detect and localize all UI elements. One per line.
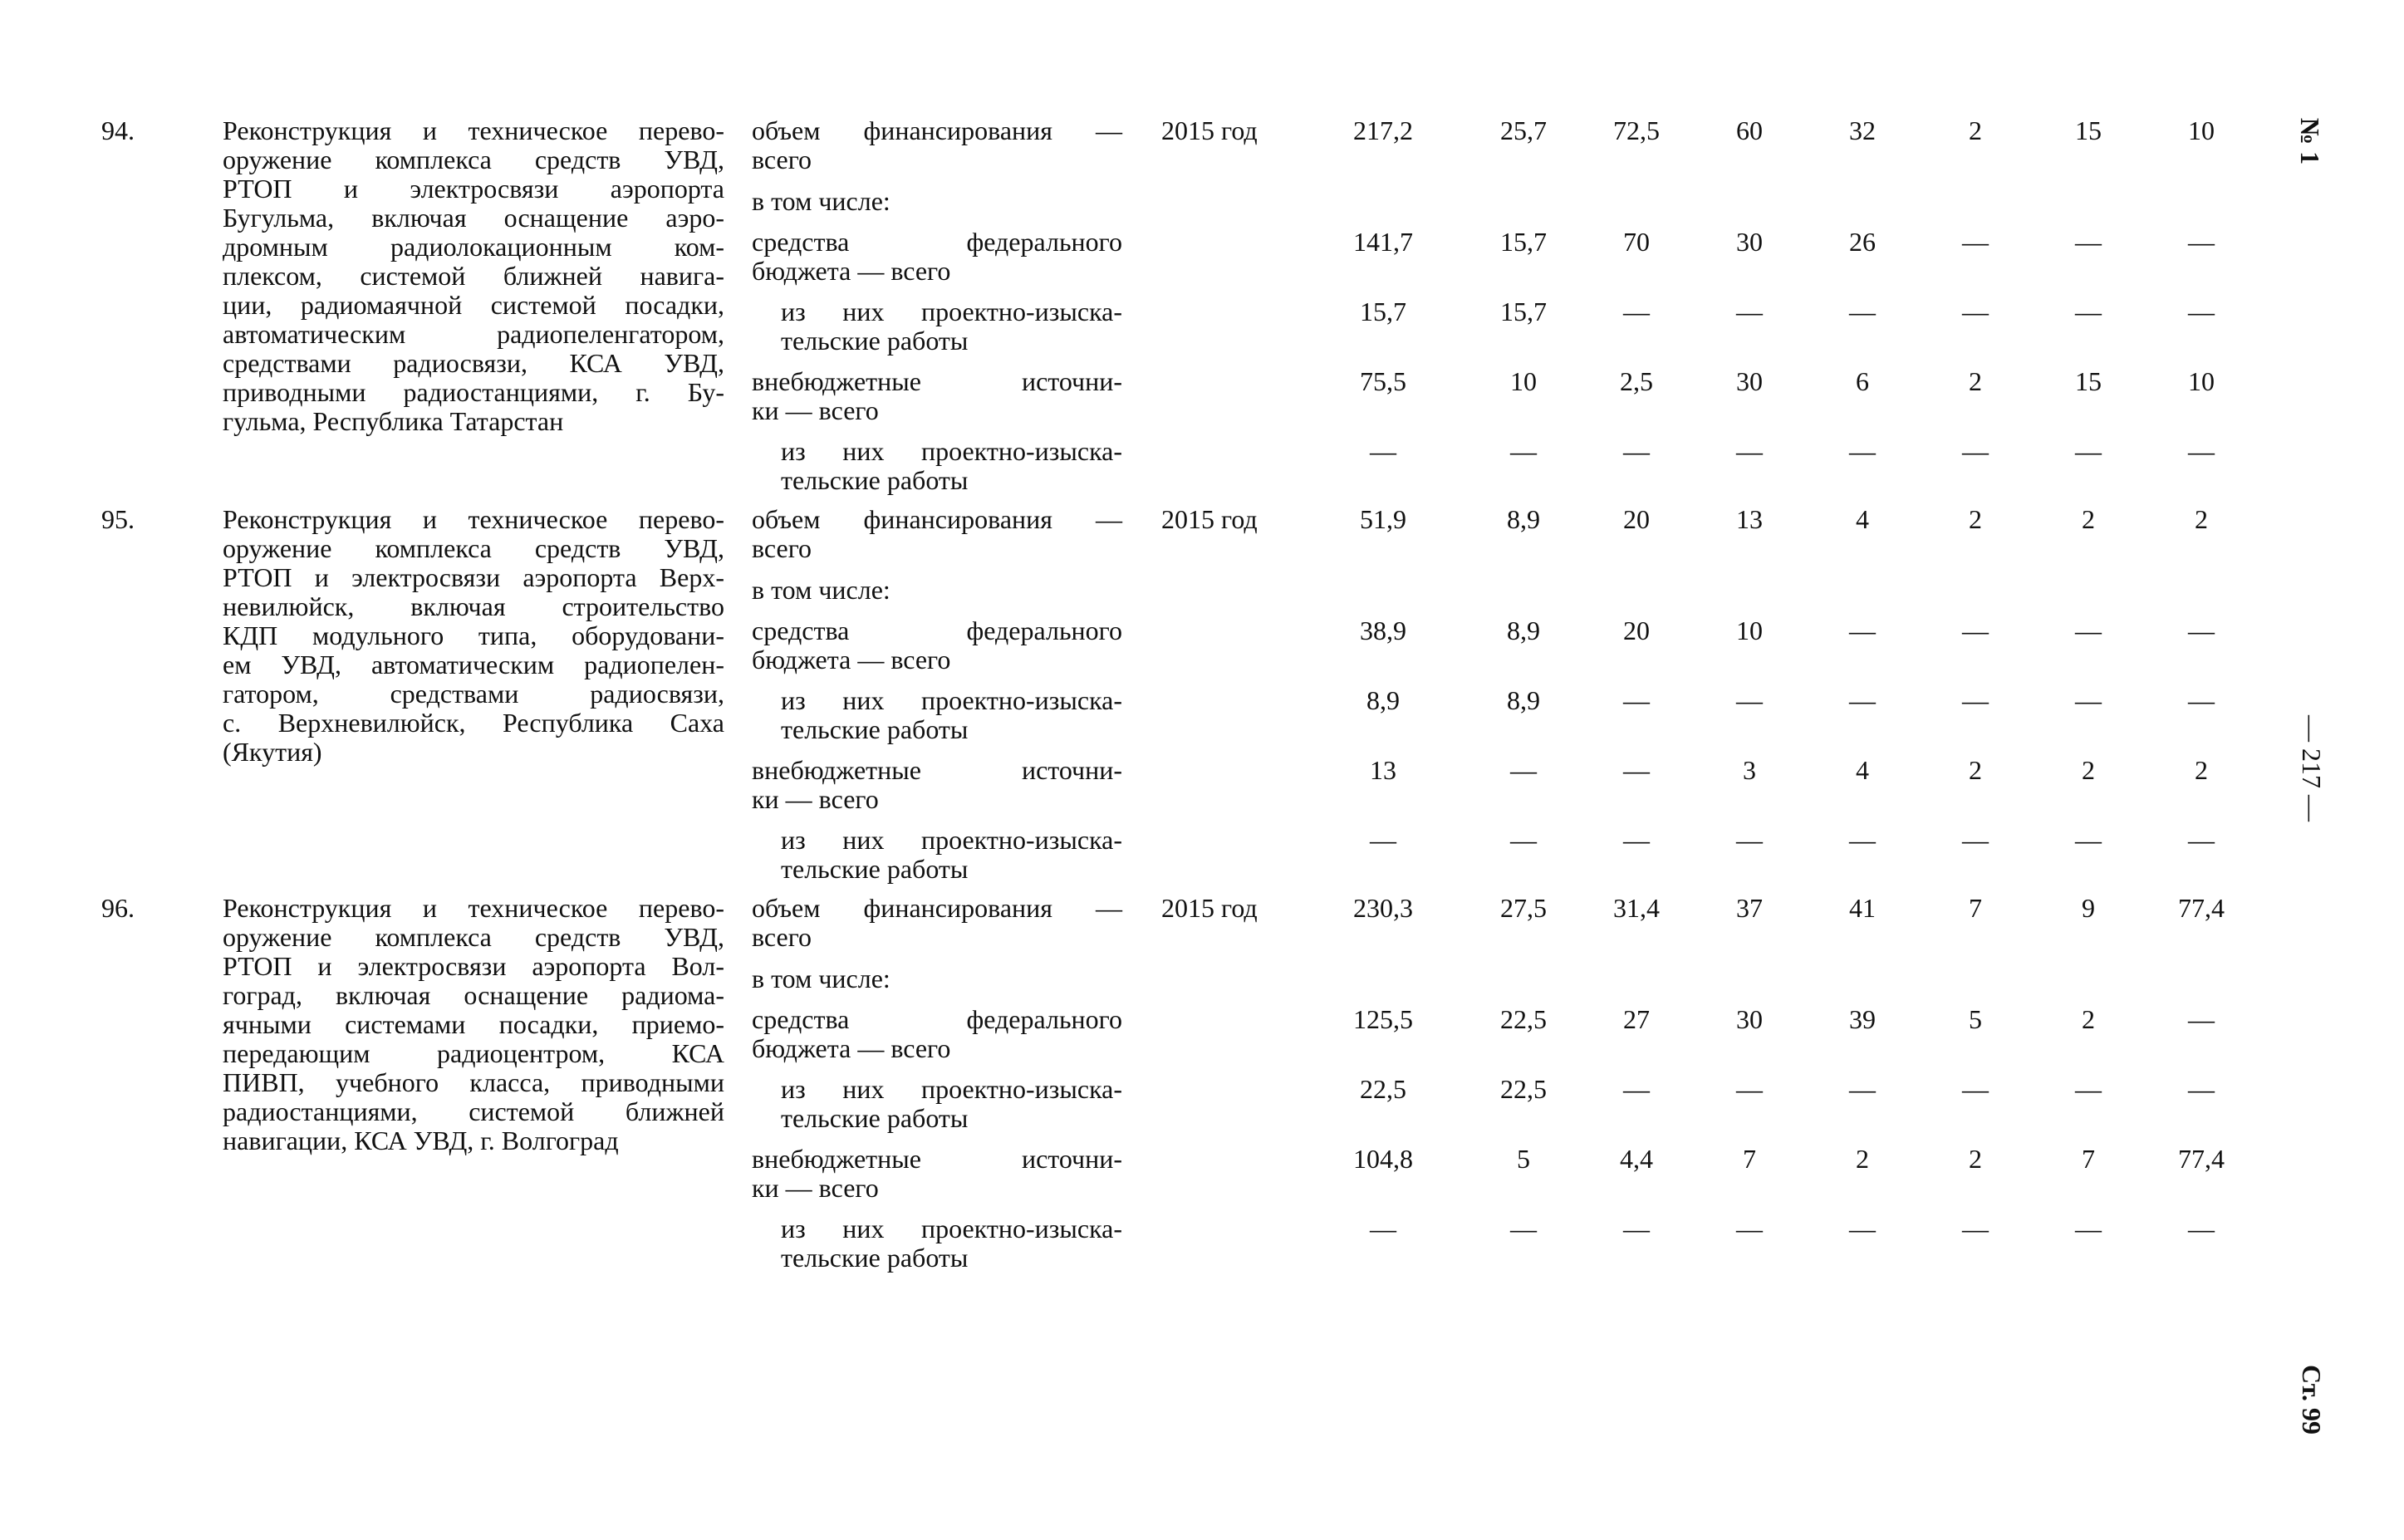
value-cell: 41 bbox=[1849, 893, 1876, 923]
value-cell: 10 bbox=[2188, 366, 2215, 396]
row-label-line: объем финансирования — bbox=[752, 893, 1122, 923]
description-line: ПИВП, учебного класса, приводными bbox=[223, 1067, 724, 1097]
row-label-line: бюджета — всего bbox=[752, 645, 951, 674]
description-line: автоматическим радиопеленгатором, bbox=[223, 319, 724, 349]
value-cell: — bbox=[1849, 297, 1876, 326]
row-label-line: средства федерального bbox=[752, 227, 1122, 257]
value-cell: — bbox=[1736, 436, 1763, 466]
row-label-line: из них проектно-изыска- bbox=[781, 436, 1122, 466]
row-label-line: средства федерального bbox=[752, 1004, 1122, 1034]
description-line: Реконструкция и техническое перево- bbox=[223, 893, 724, 923]
row-label-line: средства федерального bbox=[752, 616, 1122, 645]
value-cell: 2 bbox=[2082, 504, 2095, 534]
year-cell: 2015 год bbox=[1161, 504, 1258, 534]
value-cell: — bbox=[2188, 436, 2215, 466]
row-label-line: тельские работы bbox=[781, 854, 969, 884]
value-cell: 5 bbox=[1969, 1004, 1982, 1034]
value-cell: 32 bbox=[1849, 115, 1876, 145]
row-label bbox=[781, 686, 1122, 744]
value-cell: 25,7 bbox=[1500, 115, 1547, 145]
value-cell: 2 bbox=[2195, 504, 2208, 534]
row-label-line: ки — всего bbox=[752, 395, 879, 425]
value-cell: — bbox=[1736, 297, 1763, 326]
value-cell: — bbox=[2075, 1214, 2102, 1243]
value-cell: 141,7 bbox=[1353, 227, 1413, 257]
value-cell: — bbox=[1962, 1074, 1989, 1104]
value-cell: — bbox=[2075, 1074, 2102, 1104]
value-cell: 8,9 bbox=[1507, 616, 1540, 645]
value-cell: 26 bbox=[1849, 227, 1876, 257]
value-cell: — bbox=[2075, 297, 2102, 326]
row-label bbox=[781, 437, 1122, 495]
value-cell: 2,5 bbox=[1620, 366, 1653, 396]
value-cell: — bbox=[1623, 436, 1650, 466]
description-line: ячными системами посадки, приемо- bbox=[223, 1009, 724, 1039]
value-cell: — bbox=[2075, 227, 2102, 257]
description-line: средствами радиосвязи, КСА УВД, bbox=[223, 348, 724, 378]
value-cell: — bbox=[1962, 685, 1989, 715]
row-label-line: из них проектно-изыска- bbox=[781, 1074, 1122, 1104]
description-line: невилюйск, включая строительство bbox=[223, 591, 724, 621]
row-label-line: из них проектно-изыска- bbox=[781, 685, 1122, 715]
value-cell: 30 bbox=[1736, 366, 1763, 396]
value-cell: — bbox=[1736, 1214, 1763, 1243]
value-cell: 30 bbox=[1736, 227, 1763, 257]
row-label-line: тельские работы bbox=[781, 1103, 969, 1133]
value-cell: 77,4 bbox=[2178, 893, 2225, 923]
value-cell: 37 bbox=[1736, 893, 1763, 923]
value-cell: — bbox=[1623, 1074, 1650, 1104]
entry-number: 95. bbox=[101, 504, 135, 534]
value-cell: 13 bbox=[1370, 755, 1396, 785]
value-cell: — bbox=[1623, 1214, 1650, 1243]
row-label bbox=[781, 1214, 1122, 1273]
value-cell: — bbox=[1849, 825, 1876, 855]
value-cell: — bbox=[1849, 685, 1876, 715]
row-label-line: тельские работы bbox=[781, 326, 969, 356]
value-cell: 31,4 bbox=[1613, 893, 1660, 923]
description-line: РТОП и электросвязи аэропорта Вол- bbox=[223, 951, 724, 981]
row-label-line: из них проектно-изыска- bbox=[781, 1214, 1122, 1243]
value-cell: — bbox=[2188, 1214, 2215, 1243]
value-cell: 15,7 bbox=[1500, 297, 1547, 326]
row-label-line: в том числе: bbox=[752, 186, 890, 216]
entry-description bbox=[223, 116, 724, 436]
value-cell: 2 bbox=[1969, 366, 1982, 396]
description-line: Реконструкция и техническое перево- bbox=[223, 504, 724, 534]
row-label-line: бюджета — всего bbox=[752, 1033, 951, 1063]
article-number: Ст. 99 bbox=[2297, 1365, 2327, 1435]
value-cell: — bbox=[2188, 1074, 2215, 1104]
value-cell: 15,7 bbox=[1500, 227, 1547, 257]
value-cell: 7 bbox=[1743, 1144, 1756, 1174]
value-cell: — bbox=[1370, 1214, 1396, 1243]
row-label-line: из них проектно-изыска- bbox=[781, 297, 1122, 326]
description-line: КДП модульного типа, оборудовани- bbox=[223, 620, 724, 650]
value-cell: 39 bbox=[1849, 1004, 1876, 1034]
value-cell: 20 bbox=[1623, 616, 1650, 645]
description-line: приводными радиостанциями, г. Бу- bbox=[223, 377, 724, 407]
value-cell: 22,5 bbox=[1500, 1004, 1547, 1034]
value-cell: 75,5 bbox=[1360, 366, 1406, 396]
issue-number: № 1 bbox=[2295, 117, 2325, 165]
value-cell: 217,2 bbox=[1353, 115, 1413, 145]
value-cell: 3 bbox=[1743, 755, 1756, 785]
value-cell: 22,5 bbox=[1500, 1074, 1547, 1104]
row-label-line: всего bbox=[752, 922, 812, 952]
entry-number: 96. bbox=[101, 893, 135, 923]
value-cell: 2 bbox=[2195, 755, 2208, 785]
value-cell: 125,5 bbox=[1353, 1004, 1413, 1034]
value-cell: — bbox=[1623, 755, 1650, 785]
row-label bbox=[752, 1005, 1122, 1063]
description-line: оружение комплекса средств УВД, bbox=[223, 922, 724, 952]
row-label-line: в том числе: bbox=[752, 575, 890, 605]
value-cell: 8,9 bbox=[1507, 685, 1540, 715]
value-cell: — bbox=[1962, 436, 1989, 466]
value-cell: — bbox=[2188, 227, 2215, 257]
row-label bbox=[752, 187, 1122, 216]
row-label bbox=[752, 894, 1122, 952]
row-label-line: внебюджетные источни- bbox=[752, 366, 1122, 396]
row-label-line: объем финансирования — bbox=[752, 504, 1122, 534]
value-cell: — bbox=[1849, 436, 1876, 466]
value-cell: 10 bbox=[1736, 616, 1763, 645]
value-cell: 2 bbox=[1969, 1144, 1982, 1174]
row-label bbox=[752, 1145, 1122, 1203]
value-cell: — bbox=[1962, 227, 1989, 257]
value-cell: 60 bbox=[1736, 115, 1763, 145]
description-line: гульма, Республика Татарстан bbox=[223, 406, 564, 436]
year-cell: 2015 год bbox=[1161, 893, 1258, 923]
value-cell: 4,4 bbox=[1620, 1144, 1653, 1174]
value-cell: 27 bbox=[1623, 1004, 1650, 1034]
value-cell: — bbox=[1962, 616, 1989, 645]
value-cell: — bbox=[2188, 685, 2215, 715]
value-cell: 20 bbox=[1623, 504, 1650, 534]
value-cell: — bbox=[1849, 1214, 1876, 1243]
value-cell: 13 bbox=[1736, 504, 1763, 534]
row-label-line: объем финансирования — bbox=[752, 115, 1122, 145]
value-cell: — bbox=[2075, 685, 2102, 715]
description-line: навигации, КСА УВД, г. Волгоград bbox=[223, 1126, 619, 1155]
value-cell: — bbox=[1623, 825, 1650, 855]
value-cell: 27,5 bbox=[1500, 893, 1547, 923]
row-label-line: из них проектно-изыска- bbox=[781, 825, 1122, 855]
row-label bbox=[752, 228, 1122, 286]
value-cell: — bbox=[2075, 436, 2102, 466]
value-cell: 4 bbox=[1856, 755, 1869, 785]
value-cell: — bbox=[1623, 297, 1650, 326]
value-cell: 70 bbox=[1623, 227, 1650, 257]
value-cell: — bbox=[1736, 1074, 1763, 1104]
value-cell: 10 bbox=[1510, 366, 1537, 396]
description-line: (Якутия) bbox=[223, 737, 322, 767]
row-label-line: всего bbox=[752, 533, 812, 563]
value-cell: — bbox=[2075, 616, 2102, 645]
row-label bbox=[781, 297, 1122, 356]
value-cell: — bbox=[1849, 1074, 1876, 1104]
description-line: Бугульма, включая оснащение аэро- bbox=[223, 203, 724, 233]
value-cell: 2 bbox=[1969, 115, 1982, 145]
value-cell: — bbox=[1962, 1214, 1989, 1243]
description-line: радиостанциями, системой ближней bbox=[223, 1096, 724, 1126]
description-line: с. Верхневилюйск, Республика Саха bbox=[223, 708, 724, 738]
value-cell: 10 bbox=[2188, 115, 2215, 145]
description-line: оружение комплекса средств УВД, bbox=[223, 533, 724, 563]
row-label bbox=[781, 826, 1122, 884]
row-label-line: ки — всего bbox=[752, 784, 879, 814]
value-cell: 30 bbox=[1736, 1004, 1763, 1034]
row-label bbox=[752, 964, 1122, 993]
page-number: — 217 — bbox=[2297, 715, 2327, 821]
row-label bbox=[752, 367, 1122, 425]
value-cell: 230,3 bbox=[1353, 893, 1413, 923]
row-label-line: внебюджетные источни- bbox=[752, 755, 1122, 785]
description-line: передающим радиоцентром, КСА bbox=[223, 1038, 724, 1068]
row-label-line: внебюджетные источни- bbox=[752, 1144, 1122, 1174]
entry-number: 94. bbox=[101, 115, 135, 145]
description-line: гатором, средствами радиосвязи, bbox=[223, 679, 724, 709]
row-label bbox=[781, 1075, 1122, 1133]
value-cell: — bbox=[1736, 685, 1763, 715]
value-cell: — bbox=[1849, 616, 1876, 645]
value-cell: 22,5 bbox=[1360, 1074, 1406, 1104]
description-line: Реконструкция и техническое перево- bbox=[223, 115, 724, 145]
row-label bbox=[752, 756, 1122, 814]
value-cell: 38,9 bbox=[1360, 616, 1406, 645]
row-label-line: тельские работы bbox=[781, 1243, 969, 1273]
value-cell: — bbox=[1736, 825, 1763, 855]
description-line: РТОП и электросвязи аэропорта bbox=[223, 174, 724, 204]
value-cell: — bbox=[1623, 685, 1650, 715]
description-line: ем УВД, автоматическим радиопелен- bbox=[223, 650, 724, 679]
value-cell: 15 bbox=[2075, 366, 2102, 396]
description-line: гоград, включая оснащение радиома- bbox=[223, 980, 724, 1010]
row-label bbox=[752, 616, 1122, 674]
row-label-line: ки — всего bbox=[752, 1173, 879, 1203]
value-cell: 104,8 bbox=[1353, 1144, 1413, 1174]
row-label-line: тельские работы bbox=[781, 714, 969, 744]
value-cell: 72,5 bbox=[1613, 115, 1660, 145]
value-cell: 15 bbox=[2075, 115, 2102, 145]
value-cell: — bbox=[2188, 1004, 2215, 1034]
row-label-line: всего bbox=[752, 145, 812, 174]
value-cell: 77,4 bbox=[2178, 1144, 2225, 1174]
value-cell: — bbox=[2188, 825, 2215, 855]
value-cell: 2 bbox=[2082, 1004, 2095, 1034]
description-line: плексом, системой ближней навига- bbox=[223, 261, 724, 291]
row-label bbox=[752, 505, 1122, 563]
row-label-line: в том числе: bbox=[752, 964, 890, 993]
description-line: дромным радиолокационным ком- bbox=[223, 232, 724, 262]
value-cell: — bbox=[1370, 825, 1396, 855]
description-line: РТОП и электросвязи аэропорта Верх- bbox=[223, 562, 724, 592]
value-cell: — bbox=[1962, 297, 1989, 326]
value-cell: 5 bbox=[1517, 1144, 1530, 1174]
value-cell: — bbox=[1962, 825, 1989, 855]
value-cell: 7 bbox=[2082, 1144, 2095, 1174]
value-cell: — bbox=[2188, 297, 2215, 326]
value-cell: — bbox=[2075, 825, 2102, 855]
value-cell: 6 bbox=[1856, 366, 1869, 396]
row-label bbox=[752, 116, 1122, 174]
value-cell: 15,7 bbox=[1360, 297, 1406, 326]
value-cell: 2 bbox=[1856, 1144, 1869, 1174]
year-cell: 2015 год bbox=[1161, 115, 1258, 145]
row-label bbox=[752, 576, 1122, 605]
value-cell: 8,9 bbox=[1366, 685, 1400, 715]
value-cell: — bbox=[1370, 436, 1396, 466]
value-cell: 2 bbox=[1969, 504, 1982, 534]
entry-description bbox=[223, 894, 724, 1155]
value-cell: 51,9 bbox=[1360, 504, 1406, 534]
entry-description bbox=[223, 505, 724, 767]
value-cell: — bbox=[1510, 755, 1537, 785]
value-cell: — bbox=[1510, 1214, 1537, 1243]
value-cell: 2 bbox=[1969, 755, 1982, 785]
row-label-line: тельские работы bbox=[781, 465, 969, 495]
value-cell: 2 bbox=[2082, 755, 2095, 785]
row-label-line: бюджета — всего bbox=[752, 256, 951, 286]
value-cell: 8,9 bbox=[1507, 504, 1540, 534]
value-cell: 9 bbox=[2082, 893, 2095, 923]
value-cell: — bbox=[1510, 825, 1537, 855]
description-line: ции, радиомаячной системой посадки, bbox=[223, 290, 724, 320]
value-cell: 7 bbox=[1969, 893, 1982, 923]
value-cell: — bbox=[2188, 616, 2215, 645]
value-cell: — bbox=[1510, 436, 1537, 466]
description-line: оружение комплекса средств УВД, bbox=[223, 145, 724, 174]
value-cell: 4 bbox=[1856, 504, 1869, 534]
